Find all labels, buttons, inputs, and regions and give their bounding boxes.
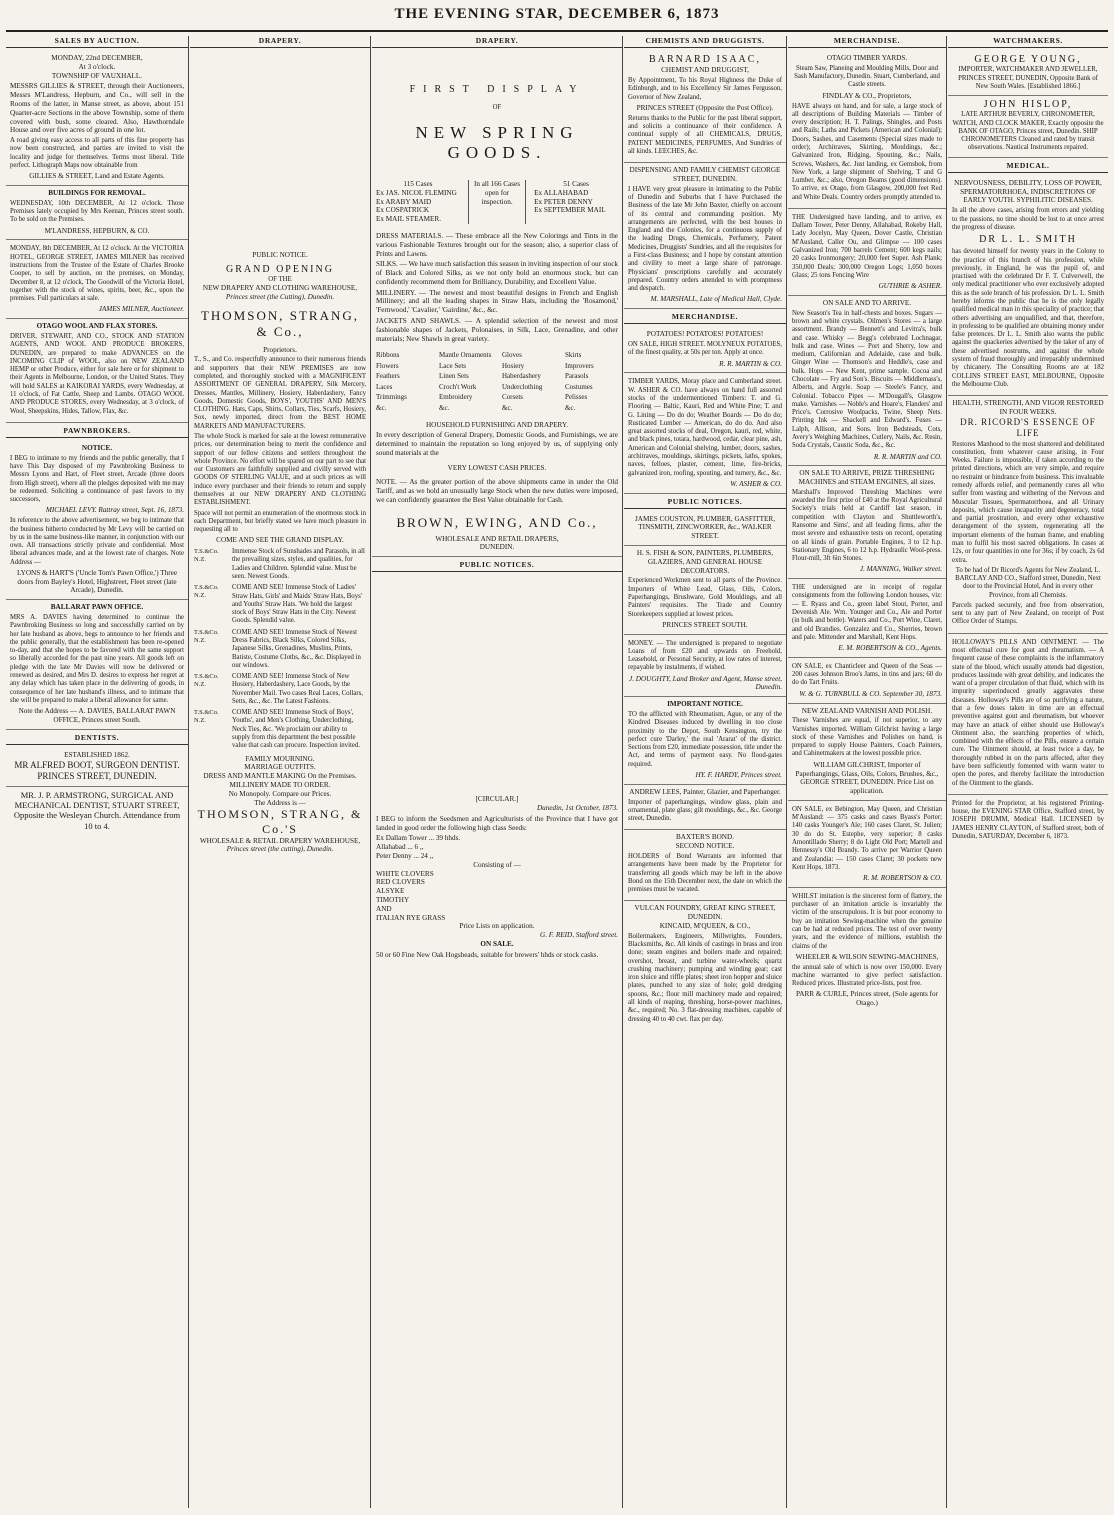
ad-body: Experienced Workmen sent to all parts of the Province. Importers of White Lead, Glass, Oils, Colors, Paperhangings, Brushware, Gold Mouldings, and all Painters' requisites. The Trade and Country Storekeepers supplied at lowest prices.	[628, 577, 782, 618]
ad-george-young	[948, 51, 1108, 96]
ad-wool-flax	[6, 319, 188, 423]
ad-signature: M. MARSHALL, Late of Medical Hall, Clyde.	[650, 295, 782, 304]
goods-item: Linen Sets	[439, 372, 469, 381]
ad-fish-son	[624, 546, 786, 635]
ad-title: H. S. FISH & SON, PAINTERS, PLUMBERS, GLAZIERS, AND GENERAL HOUSE DECORATORS.	[636, 549, 774, 575]
ad-signature: W. ASHER & CO.	[730, 479, 782, 488]
ad-title: OTAGO WOOL AND FLAX STORES.	[36, 322, 158, 331]
ad-body: MONDAY, 8th DECEMBER, At 12 o'clock. At the VICTORIA HOTEL, GEORGE STREET, JAMES MILNER has received instructions from the Trustee of the Estate of Charles Brooke Cooper, to sell by auction, on the premises, on Monday, December 8, at 12 o'clock, The Goodwill of the Victoria Hotel, together with the stock of wines, spirits, beer, &c., upon the premises. Full particulars at sale.	[10, 245, 184, 303]
goods-item: Gloves	[502, 351, 522, 360]
ad-signature: R. M. ROBERTSON & CO.	[863, 874, 942, 883]
ad-thomson-strang	[190, 51, 370, 858]
section-header-public-notices: PUBLIC NOTICES.	[624, 497, 786, 509]
firm-name: GEORGE YOUNG,	[974, 54, 1082, 66]
ad-ballarat-pawn	[6, 600, 188, 729]
goods-item: Hosiery	[502, 361, 525, 370]
ship-name: Ex SEPTEMBER MAIL	[534, 206, 606, 215]
goods-item: Flowers	[376, 361, 399, 370]
ad-marshall	[624, 163, 786, 309]
ad-body: Restores Manhood to the most shattered and debilitated constitution, from whatever cause arising, in Four Weeks. Failure is impossible, if taken according to the printed directions, which are very simple, and require no restraint or hindrance from business. This invaluable remedy affords relief, and permanently cures all who suffer from wasting and withering of the Nervous and Muscular Tissues, Spermatorrhoea, and all Urinary deposits, which cause incapacity and degeneracy, total and partial prostration, and every other exhaustive derangement of the system, regenerating all the important elements of the human frame, and enabling man to fulfil his most sacred obligations. In cases at 12s, or four quantities in one for 36s; if by coach, 2s 6d extra.	[952, 440, 1104, 564]
goods-item: Costumes	[565, 382, 593, 391]
ad-baxters-bond	[624, 830, 786, 901]
goods-item: Lace Sets	[439, 361, 467, 370]
ad-body: Boilermakers, Engineers, Millwrights, Founders, Blacksmiths, &c. All kinds of castings in brass and iron done; steam engines and boilers made and repaired; overshot, breast, and turbine water-wheels; quartz crushing machinery; pumping and winding gear; cast iron sluice and riffle plates; sheet iron hopper and sluice plates, punched to any size of hole; gold dredging spoons, &c.; flour mill machinery made and repaired; all kinds of reaping, threshing, horse-power machines, &c., required; No. 3 flat-dressing machines, capable of dressing 40 to 40 cwt. flax per day.	[628, 932, 782, 1023]
ship-name: Ex PETER DENNY	[534, 197, 593, 206]
goods-item: Ribbons	[376, 351, 400, 360]
cases-count: 115 Cases	[403, 180, 433, 189]
stock-item-text: COME AND SEE! Immense Stock of Boys', Youths', and Men's Clothing, Underclothing, Neck Ties, &c. 'We proclaim our ability to supply from this department the best possible value that cash can procure. Inspection invited.	[232, 709, 360, 750]
ad-otago-timber	[788, 51, 946, 209]
ad-signature: WILLIAM GILCHRIST, Importer of Paperhangings, Glass, Oils, Colors, Brushes, &c., GEORGE STREET, DUNEDIN. Price List on application.	[795, 760, 939, 796]
ad-body: Parcels packed securely, and free from observation, sent to any part of New Zealand, on receipt of Post Office Order of Stamps.	[952, 601, 1104, 626]
ad-body: IMPORTER, WATCHMAKER AND JEWELLER, PRINCES STREET, DUNEDIN, Opposite Bank of New South Wales. [Established 1866.]	[958, 66, 1098, 90]
ad-headline: GRAND OPENING	[226, 263, 334, 275]
ad-signature: Note the Address — A. DAVIES, BALLARAT PAWN OFFICE, Princes street South.	[18, 707, 176, 724]
ad-body: NOTE. — As the greater portion of the above shipments came in under the Old Tariff, and as we hold an unusually large Stock when the new duties were imposed, we can confidently guarantee the Best Value obtainable for Cash.	[376, 478, 618, 505]
ad-body: DRIVER, STEWART, AND CO., STOCK AND STATION AGENTS, AND WOOL AND PRODUCE BROKERS, DUNEDIN, are prepared to make ADVANCES on the INCOMING CLIP of WOOL, also on NEW ZEALAND HEMP or other Produce, either for sale here or for shipment to their Agents in Melbourne, London, or the United States. They will hold SALES at KAIKORAI YARDS, every Wednesday, at 11 o'clock, of Fat Cattle, Sheep and Lambs. OTAGO WOOL AND PRODUCE STORES, every Wednesday, at 3 o'clock, of Wool, Sheepskins, Hides, Tallow, Flax, &c.	[10, 333, 184, 415]
goods-item: &c.	[565, 404, 576, 413]
section-header-merchandise: MERCHANDISE.	[624, 312, 786, 324]
ad-line: OF THE	[268, 276, 292, 284]
ad-chanticleer	[788, 658, 946, 704]
column-merchandise	[788, 36, 947, 1508]
ad-body: WEDNESDAY, 10th DECEMBER, At 12 o'clock. Those Premises lately occupied by Mrs Keenan, Princes street south. To be sold on the Premises.	[10, 199, 184, 224]
seed-type: ALSYKE	[376, 887, 405, 896]
ad-body: By Appointment, To his Royal Highness the Duke of Edinburgh, and to his Excellency Sir James Fergusson, Governor of New Zealand,	[628, 77, 782, 101]
ad-buildings-removal	[6, 186, 188, 240]
goods-item: &c.	[439, 404, 450, 413]
ad-line: [CIRCULAR.]	[475, 795, 519, 804]
ship-name: Ex ALLAHABAD	[534, 188, 589, 197]
seed-type: AND	[376, 904, 392, 913]
section-header-pawnbrokers: PAWNBROKERS.	[6, 426, 188, 438]
firm-name: JOHN HISLOP,	[983, 99, 1073, 111]
column-auctions	[6, 36, 189, 1508]
masthead: THE EVENING STAR, DECEMBER 6, 1873	[394, 6, 720, 22]
ad-signature: R. R. MARTIN & CO.	[719, 359, 782, 368]
stock-item-tag: T.S.&Co. N.Z.	[194, 584, 219, 600]
ad-body: TO the afflicted with Rheumatism, Ague, or any of the Kindred Diseases induced by dwelling in too close proximity to the Depot, South Kensington, try the perfect cure 'Darley,' the real 'Ararat' of the district. Sections from £20, immediate possession, title under the Act, and terms of payment easy. No flood-gates required.	[628, 711, 782, 768]
section-header-chemists: CHEMISTS AND DRUGGISTS.	[624, 36, 786, 48]
ad-body: Returns thanks to the Public for the past liberal support, and solicits a continuance of their confidence. A continual supply of all CHEMICALS, DRUGS, PATENT MEDICINES, PERFUMES, And Sundries of all kinds. LEECHES, &c.	[628, 114, 782, 155]
imprint-text: Printed for the Proprietor, at his registered Printing-house, the EVENING STAR Office, Stafford street, by JOSEPH DRUMM, Medical Hall. LICENSED by JAMES HENRY CLAYTON, of Stafford street, both of Dunedin, SATURDAY, December 6, 1873.	[952, 799, 1104, 840]
section-header-merchandise: MERCHANDISE.	[788, 36, 946, 48]
ad-body: In every description of General Drapery, Domestic Goods, and Furnishings, we are determined to maintain the reputation so long enjoyed by us, of supplying only sound materials at the	[376, 431, 618, 457]
goods-item: Mantle Ornaments	[439, 351, 492, 360]
ad-body: LATE ARTHUR BEVERLY, CHRONOMETER, WATCH, AND CLOCK MAKER, Exactly opposite the BANK OF OTAGO, Princes street, Dunedin. SHIP CHRONOMETERS Cleaned and rated by transit observations. Nautical Instruments repaired.	[952, 111, 1104, 152]
ad-body: MR ALFRED BOOT, SURGEON DENTIST. PRINCES STREET, DUNEDIN.	[14, 759, 180, 781]
ad-wheeler-wilson	[788, 888, 946, 1012]
ad-line: The Address is —	[254, 798, 306, 807]
ad-body: New Season's Tea in half-chests and boxes. Sugars — brown and white crystals. Oilmen's Stores — a large assortment. Brandy — Bennett's and Levitra's, bulk and case. Whisky — Begg's celebrated Lochnagar, bulk and case. Wines — Port and Sherry, low and medium, Californian and Adelaide, case and bulk. Ginger Wine — Thomson's and Heddle's, case and bulk. Hops — New Kent, prime sample. Cocoa and Chocolate — Fry and Son's. Biscuits — Middlemass's, Alberts, and Argyle. Soap — Steele's Fancy, and Colonial. Tobacco Pipes — M'Dougall's, Glasgow make. Varnishes — Noble's and Hoare's, Flanders' and Price's. Corrosive Woolpacks, Twine, Sheep Nets. Printing Ink — Shackell and Edward's. Fuses — Lalph, Allison, and Sons. Iron Bedsteads, Cots, Avery's Weighing Machines, Cutlery, Nails, &c. Resin, Soda Crystals, Caustic Soda, &c., &c.	[792, 309, 942, 450]
ad-line: DRESS AND MANTLE MAKING On the Premises.	[203, 772, 357, 781]
ad-line: DUNEDIN.	[479, 543, 515, 552]
stock-item	[194, 673, 366, 706]
ad-body: I BEG to inform the Seedsmen and Agriculturists of the Province that I have got landed in good order the following high class Seeds:	[376, 814, 618, 832]
ad-signature: M'LANDRESS, HEPBURN, & CO.	[44, 226, 150, 235]
goods-item: Corsets	[502, 393, 523, 402]
column-drapery-1	[190, 36, 371, 1508]
ad-line: FAMILY MOURNING.	[245, 754, 315, 763]
ad-title: HEALTH, STRENGTH, AND VIGOR RESTORED IN FOUR WEEKS.	[952, 399, 1104, 416]
goods-item: Parasols	[565, 372, 589, 381]
ad-body: MESSRS GILLIES & STREET, through their Auctioneers, Messrs M'Landress, Hepburn, and Co., will sell in the Rooms of the latter, in Manse street, as above, about 151 Quarter-acre Sections in the above Township, some of them covered with bush, some cleared. Also, Hawthorndale House and over five acres of ground in one lot.	[10, 82, 184, 135]
stock-item	[194, 709, 366, 750]
ad-body: THE Undersigned have landing, and to arrive, ex Dallam Tower, Peter Denny, Allahabad, Rokeby Hall, Lady Jocelyn, May Queen, Dover Castle, Christian M'Ausland, Caller Ou, and Glimpse — 100 cases Galvanized Iron; 700 barrels Cement; 600 kegs nails; 20 casks Ironmongery; 20,000 feet Super. Ash Plank; 350,000 Deals; 300,000 Oregon Logs; 1,050 boxes Glass; 25 tons Fencing Wire	[792, 213, 942, 279]
stock-item-tag: T.S.&Co. N.Z.	[194, 709, 219, 725]
ad-signature: GILLIES & STREET, Land and Estate Agents.	[29, 172, 165, 181]
ad-barnard-isaac	[624, 51, 786, 163]
firm-name: DR. RICORD'S ESSENCE OF LIFE	[960, 416, 1096, 438]
ad-potatoes	[624, 327, 786, 373]
section-header-watchmakers: WATCHMAKERS.	[948, 36, 1108, 48]
ad-title: VULCAN FOUNDRY, GREAT KING STREET, DUNEDIN.	[634, 904, 776, 922]
ship-name: Ex MAIL STEAMER.	[376, 215, 442, 224]
ad-body: These Varnishes are equal, if not superior, to any Varnishes imported. William Gilchrist having a large stock of these Varnishes and Polishes on hand, is prepared to supply House Painters, Coach Painters, and Cabinetmakers at the lowest possible price.	[792, 717, 942, 758]
ad-line: Proprietors.	[263, 345, 297, 354]
ad-title: ESTABLISHED 1862.	[64, 750, 130, 759]
ad-signature: W. & G. TURNBULL & CO. September 30, 1873.	[799, 689, 942, 698]
ad-body: ON SALE, ex Chanticleer and Queen of the Seas — 200 cases Johnson Broo's Jams, in tins and jars; 60 do do do Tart Fruits.	[792, 662, 942, 687]
ad-body: ON SALE, ex Bebington, May Queen, and Christian M'Ausland: — 375 casks and cases Byass's Porter; 140 casks Younger's Ale; 160 cases Claret, St. Julien; 30 do do St. Estephe, very superior; 8 casks Amontillado Sherry; 8 do Light Old Port; Martell and Hennessy's Old Brandy. To arrive per Warrior Queen and Zealandia: — 150 cases Claret; 30 pockets new Kent Hops, 1873.	[792, 805, 942, 871]
ad-body: To be had of Dr Ricord's Agents for New Zealand, L. BARCLAY AND CO., Stafford street, Dunedin, Next door to the Provincial Hotel, And in every other Province, from all Chemists.	[955, 566, 1101, 599]
ad-line: WHOLESALE & RETAIL DRAPERY WAREHOUSE,	[199, 836, 361, 845]
ad-headline: NEW SPRING GOODS.	[415, 122, 579, 163]
stock-items-list	[194, 548, 366, 750]
cases-total: In all 166 Cases open for inspection.	[468, 180, 526, 224]
ad-body: HOLDERS of Bond Warrants are informed that arrangements have been made by the Proprietor for transferring all goods which may be left in the above Bond on the 15th December next, the date on which the premises must be vacated.	[628, 852, 782, 894]
ad-address: Princes street (the cutting), Dunedin.	[226, 845, 334, 854]
stock-item-tag: T.S.&Co. N.Z.	[194, 628, 219, 644]
ad-brown-ewing	[372, 51, 622, 557]
ad-date: Dunedin, 1st October, 1873.	[536, 804, 618, 813]
ad-signature: J. MANNING, Walker street.	[859, 565, 942, 574]
column-drapery-2	[372, 36, 623, 1508]
goods-item: &c.	[502, 404, 513, 413]
ad-andrew-lees	[624, 785, 786, 831]
ad-title: ON SALE.	[480, 939, 514, 948]
ad-important-notice	[624, 697, 786, 785]
column-watchmakers-medical	[948, 36, 1108, 1508]
stock-item-tag: T.S.&Co. N.Z.	[194, 673, 219, 688]
ad-holloway	[948, 634, 1108, 795]
goods-item: Skirts	[565, 351, 582, 360]
section-header-dentists: DENTISTS.	[6, 733, 188, 745]
ship-name: Ex JAS. NICOL FLEMING	[376, 188, 457, 197]
cases-count: 51 Cases	[563, 180, 589, 189]
goods-item: Feathers	[376, 372, 400, 381]
ad-vulcan-foundry	[624, 901, 786, 1029]
ad-sale-arrive	[788, 296, 946, 466]
goods-item: Pelisses	[565, 393, 588, 402]
ad-dr-ricord	[948, 396, 1108, 634]
ad-title: WHEELER & WILSON SEWING-MACHINES,	[795, 952, 939, 961]
ad-address: Princes street (the Cutting), Dunedin.	[225, 293, 335, 302]
ad-address: PRINCES STREET (Opposite the Post Office).	[636, 103, 774, 112]
seed-type: RED CLOVERS	[376, 878, 425, 887]
ad-boot-dentist	[6, 748, 188, 787]
ad-threshing	[788, 466, 946, 579]
ad-title: BALLARAT PAWN OFFICE.	[50, 603, 144, 612]
stock-item-text: COME AND SEE! Immense Stock of New Hosiery, Haberdashery, Lace Goods, by the November Mail. Two cases Real Laces, Collars, Setts, &c., &c. The Latest Fashions.	[232, 673, 363, 705]
firm-name: BROWN, EWING, AND Co.,	[396, 514, 598, 530]
stock-item	[194, 629, 366, 670]
ad-reid-seeds	[372, 575, 622, 965]
ad-notice-levy	[6, 441, 188, 600]
ad-title: POTATOES! POTATOES! POTATOES!	[646, 330, 764, 339]
firm-name: DR L. L. SMITH	[979, 234, 1077, 246]
ship-name: Ex ARABY MAID	[376, 197, 432, 206]
seed-shipment: Peter Denny ... 24 ,,	[376, 852, 434, 861]
ad-title: ON SALE TO ARRIVE, PRIZE THRESHING MACHINES and STEAM ENGINES, all sizes.	[798, 469, 936, 487]
ad-title: SECOND NOTICE.	[675, 842, 735, 851]
ad-line: MILLINERY MADE TO ORDER.	[229, 780, 331, 789]
ad-signature: JAMES MILNER, Auctioneer.	[98, 305, 184, 314]
ad-couston	[624, 512, 786, 546]
section-header-public-notices: PUBLIC NOTICES.	[372, 560, 622, 572]
printer-imprint	[948, 795, 1108, 847]
ad-body: In all the above cases, arising from errors and yielding to the passions, no time should be lost to at once arrest the progress of disease.	[952, 207, 1104, 231]
firm-name: THOMSON, STRANG, & Co.'S	[197, 807, 363, 836]
goods-grid	[376, 351, 618, 412]
goods-item: &c.	[376, 404, 387, 413]
ad-headline: HOUSEHOLD FURNISHING AND DRAPERY.	[425, 420, 569, 429]
ad-body: Marshall's Improved Threshing Machines were awarded the first prize of £40 at the Royal Agricultural Society's trials held at Cardiff last season, in competition with Clayton and Shuttleworth's, Ransome and Sims', and all leading firms, after the most severe and exhaustive tests on record, operating on all kinds of grain. Portable Engines, 3 to 12 h.p. Stationary Engines, 6 to 12 h.p. Hydraulic Wool-press. Flour-mill, 3ft 6in Stones.	[792, 488, 942, 563]
ad-body: JACKETS AND SHAWLS. — A splendid selection of the newest and most fashionable shapes of Jackets, Polonaises, in Silk, Lace, Grenadine, and other materials; New Shawls in great variety.	[376, 317, 618, 343]
ad-body: DRESS MATERIALS. — These embrace all the New Colorings and Tints in the various Fashionable Textures brought out for the season; also, a superior class of Prints and Lawns.	[376, 231, 618, 258]
ad-line: Consisting of —	[473, 860, 521, 869]
shipments-left	[376, 180, 460, 224]
stock-item-text: COME AND SEE! Immense Stock of Ladies' Straw Hats, Girls' and Maids' Straw Hats, Boys' and Youths' Straw Hats. 'We hold the largest stock of Boys' Straw Hats in the City. Newest Goods. Splendid value.	[232, 584, 362, 625]
stock-item-text: COME AND SEE! Immense Stock of Newest Dress Fabrics, Black Silks, Colored Silks, Japanese Silks, Grenadines, Muslins, Prints, Batiste, Costume Cloths, &c., &c. Displayed in our windows.	[232, 628, 361, 669]
ad-title: ON SALE AND TO ARRIVE.	[822, 298, 912, 307]
seed-type: WHITE CLOVERS	[376, 869, 434, 878]
ad-title: ANDREW LEES, Painter, Glazier, and Paperhanger.	[629, 787, 781, 796]
ad-signature: GUTHRIE & ASHER.	[878, 282, 942, 291]
ad-body: In reference to the above advertisement, we beg to intimate that the business hitherto conducted by Mr Levy will be carried on by us in the same business-like manner, in conjunction with our own. All transactions strictly private and confidential. Most liberal advances made, and at the lowest rate of charges. Note Address —	[10, 517, 184, 566]
ad-signature: J. DOUGHTY, Land Broker and Agent, Manse street, Dunedin.	[629, 674, 782, 692]
ad-signature: G. F. REID, Stafford street.	[540, 931, 618, 940]
ad-body: SILKS. — We have much satisfaction this season in inviting inspection of our stock of Black and Colored Silks, as we not only hold an enormous stock, but can confidently recommend them for Brilliancy, Durability, and Excellent Value.	[376, 260, 618, 286]
ad-vauxhall	[6, 51, 188, 186]
ad-body: I BEG to intimate to my friends and the public generally, that I have This Day disposed of my Pawnbroking Business to Messrs Lyons and Hart, of Fleet street, Arcade (three doors from High street), where all the pledges deposited with me may be redeemed. Soliciting a continuance of past favors to my successors,	[10, 454, 184, 504]
ad-title: OTAGO TIMBER YARDS.	[826, 54, 908, 63]
ad-body: HOLLOWAY'S PILLS AND OINTMENT. — The most effectual cure for gout and rheumatism. — A frequent cause of these complaints is the inflammatory state of the blood, which usually attends bad digestion, produces lassitude with great debility, and indicates the want of a proper circulation of that fluid, which with its impurity superinduced greatly aggravates these diseases. Holloway's Pills are of so purifying a nature, that a few doses taken in time are an effectual preventive against gout and rheumatism, but whoever may have an attack of either should use Holloway's Ointment also, the searching properties of which, combined with the effects of the Pills, ensure a certain cure. The Ointment should, at least twice a day, be thoroughly rubbed in on the parts affected, after they have been sufficiently fomented with warm water to open the pores, and thereby facilitate the introduction of the Ointment to the glands.	[952, 638, 1104, 787]
ad-line: TOWNSHIP OF VAUXHALL.	[51, 71, 143, 80]
ad-body: Space will not permit an enumeration of the enormous stock in each Department, but briefly stated we have much pleasure in requesting all to	[194, 509, 366, 534]
firm-name: KINCAID, M'QUEEN, & CO.,	[659, 921, 751, 930]
ad-title: JAMES COUSTON, PLUMBER, GASFITTER, TINSMITH, ZINCWORKER, &c., WALKER STREET.	[634, 514, 776, 541]
ad-body: WHILST imitation is the sincerest form of flattery, the purchaser of an imitation article is invariably the victim of the unscrupulous. It is but poor economy to buy an imitation Sewing-machine when the genuine can be had at reduced prices. The test of over twenty years, and the evidence of millions, establish the claims of the	[792, 892, 942, 950]
firm-name: BARNARD ISAAC,	[649, 54, 761, 66]
ad-signature: MICHAEL LEVY. Rattray street, Sept. 16, 1873.	[45, 506, 184, 515]
shipments-table	[376, 180, 618, 224]
ad-body: I HAVE very great pleasure in intimating to the Public of Dunedin and Suburbs that I have Purchased the Business of the late Mr John Baxter, chiefly on account of its central and commanding position. My arrangements are perfected, with the best houses in England and the Colonies, for a continuous supply of the leading Drugs, Chemicals, Perfumery, Patent Medicines, Druggists' Sundries, and all the requisites for a First-class Business; and I hope by constant attention and civility to meet a large share of patronage. Physicians' prescriptions carefully and accurately prepared. Country orders attended to with promptness and despatch.	[628, 185, 782, 293]
goods-item: Improvers	[565, 361, 594, 370]
section-header-medical: MEDICAL.	[948, 161, 1108, 173]
ad-victoria-hotel	[6, 240, 188, 319]
goods-item: Haberdashery	[502, 372, 541, 381]
stock-item-tag: T.S.&Co. N.Z.	[194, 548, 219, 564]
ad-body: MONEY. — The undersigned is prepared to negotiate Loans of from £20 and upwards on Freehold, Leasehold, or Personal Security, at low rates of interest, repayable by instalments, if wished.	[628, 639, 782, 672]
ad-body: ON SALE, HIGH STREET. MOLYNEUX POTATOES, of the finest quality, at 50s per ton. Apply at once.	[628, 341, 782, 357]
ad-title: NOTICE.	[81, 443, 113, 452]
ad-line: No Monopoly. Compare our Prices.	[228, 789, 332, 798]
ad-notice: PUBLIC NOTICE.	[252, 251, 308, 260]
ad-consignments	[788, 579, 946, 658]
goods-item: Trimmings	[376, 393, 407, 402]
ad-bebington	[788, 801, 946, 888]
goods-item: Underclothing	[502, 382, 543, 391]
ad-body: TIMBER YARDS, Moray place and Cumberland street. W. ASHER & CO. have always on hand full assorted stocks of the undermentioned Timbers: T. and G. Flooring — Baltic, Kauri, Red and White Pine; T. and G. Lining — Do do do; Weather Boards — Do do do; Rusticated Lumber — American, do do do. And also great assorted stocks of deal, Oregon, kauri, red, white, and black pines, totara, hardwood, cedar, clear pine, ash, American and Colonial shelving, lumber, doors, sashes, architraves, mouldings, skirtings, pickets, laths, spokes, naves, felloes, plaster, cement, lime, fire-bricks, galvanized iron, roofing, spouting, and turnery, &c., &c.	[628, 378, 782, 477]
ad-body: T., S., and Co. respectfully announce to their numerous friends and supporters that their NEW PREMISES are now completed, and thoroughly stocked with a MAGNIFICENT ASSORTMENT OF GENERAL DRAPERY, Silk Mercery, Dresses, Mantles, Millinery, Hosiery, Haberdashery, Fancy Goods, Domestic Goods, BOYS', YOUTHS' AND MEN'S CLOTHING. Hats, Caps, Shirts, Collars, Ties, Scarfs, Hosiery, Sox, newly imported, direct from the BEST HOME MARKETS AND MANUFACTURERS.	[194, 356, 366, 430]
ad-line: CHEMIST AND DRUGGIST,	[661, 66, 749, 75]
ad-signature: HY. F. HARDY, Princes street.	[695, 771, 782, 780]
ad-body: Steam Saw, Planeing and Moulding Mills, Door and Sash Manufactory, Dunedin. Stuart, Cumberland, and Castle streets.	[794, 64, 940, 89]
ad-guthrie-asher	[788, 209, 946, 296]
ad-line: MONDAY, 22nd DECEMBER,	[51, 54, 143, 63]
seed-type: ITALIAN RYE GRASS	[376, 913, 446, 922]
ad-body: MRS A. DAVIES having determined to continue the Pawnbroking Business so long and successfully carried on by her late husband as above, begs to announce to her friends and the public generally, that the establishment has been re-opened to-day, and that she hopes to be favored with the same support so liberally accorded for the past nine years. All goods left on pledge with the late Mr Davies will now be delivered or renewed as desired, and Mrs D. desires to express her regret at any delay which has taken place in the delivering of goods, in consequence of her late husband's illness, and to intimate that she will be prepared to make a liberal allowance for same.	[10, 614, 184, 704]
stock-item-text: Immense Stock of Sunshades and Parasols, in all the prevailing sizes, styles, and qualities, for Ladies and Children. Splendid value. Must be seen. Newest Goods.	[232, 548, 365, 580]
goods-item: Croch't Work	[439, 382, 477, 391]
ad-body: has devoted himself for twenty years in the Colony to the practice of this branch of his profession, while previously, in England, he was the pupil of, and practised with the celebrated Dr F. T. Culverwell, the only medical practitioner who ever exclusively adopted this as the sole branch of his profession. Dr L. L. Smith hereby informs the public that he is the only legally qualified medical man in this speciality of practice; that others advertising are unqualified, and that, therefore, in professing to be qualified are obtaining money under false pretences. Dr L. L. Smith also warns the public against the quackeries advertised by the taker of any of these advertised nostrums, and against the whole system of fraud thoroughly and irreparably undermined by chicanery. The Consulting Rooms are at 182 COLLINS STREET EAST, MELBOURNE, Opposite the Melbourne Club.	[952, 248, 1104, 388]
ad-headline: FIRST DISPLAY	[409, 84, 585, 96]
ad-line: At 3 o'clock.	[78, 62, 116, 71]
ad-body: A road giving easy access to all parts of this fine property has now been constructed, and parties are invited to visit the locality and judge for themselves. Terms most liberal. Title perfect. Lithograph Maps now obtainable from	[10, 137, 184, 170]
ad-title: DISPENSING AND FAMILY CHEMIST GEORGE STREET, DUNEDIN.	[629, 166, 781, 183]
ad-body: Importer of paperhangings, window glass, plain and ornamental, plate glass; gilt mouldings, &c., &c. George street, Dunedin.	[628, 798, 782, 823]
ad-body: THE undersigned are in receipt of regular consignments from the following London houses, viz: — E. Ryass and Co., green label Stout, Porter, and Devenish Ale. Wm. Younger and Co., Ale and Porter (in bulk and bottle). Waters and Co., Port Wine, Claret, and old Brandies. Gonzalez and Co., Sherries, brown and pale. Mittender and Marshall, Kent Hops.	[792, 584, 942, 641]
seed-shipment: Allahabad ... 6 ,,	[376, 843, 424, 852]
ad-title: BAXTER'S BOND.	[675, 833, 734, 842]
ad-line: Price Lists on application.	[459, 922, 535, 931]
ad-title: NEW ZEALAND VARNISH AND POLISH.	[801, 706, 933, 715]
stock-item	[194, 584, 366, 625]
ad-signature: LYONS & HART'S ('Uncle Tom's Pawn Office,') Three doors from Bayley's Hotel, Highstreet, Fleet street (late Arcade), Dunedin.	[16, 568, 178, 595]
ad-headline: COME AND SEE THE GRAND DISPLAY.	[216, 536, 344, 545]
shipments-right	[534, 180, 618, 224]
ad-title: NERVOUSNESS, DEBILITY, LOSS OF POWER, SPERMATORRHOEA, INDISCRETIONS OF EARLY YOUTH. SYPHILITIC DISEASES.	[954, 178, 1102, 205]
ad-timber-yards	[624, 373, 786, 493]
ad-body: HAVE always on hand, and for sale, a large stock of all descriptions of Building Materials — Timber of every description; H. T. Palings, Shingles, and Posts and Rails; Laths and Pickets (American and Colonial); Doors, Sashes, and Casements (Special sizes made to order); Architraves, Skirting, Mouldings, &c.; Galvanized Iron, Ridging, Spouting, &c.; Nails, Screws, Washers, &c. Just landing, ex Gemsbok, from New York, a large shipment of Shelving, T and G Lumber, &c.; also, Oregon Beams (good dimensions). To arrive, ex Otago, from Glasgow, 200,000 feet Red and White Deals. Country orders promptly attended to.	[792, 102, 942, 201]
ad-title: BUILDINGS FOR REMOVAL.	[48, 189, 146, 198]
ad-john-hislop	[948, 96, 1108, 158]
ad-body: MR. J. P. ARMSTRONG, SURGICAL AND MECHANICAL DENTIST, STUART STREET, Opposite the Wesleyan Church. Attendance from 10 to 4.	[13, 789, 181, 831]
ad-line: OF	[492, 104, 502, 112]
ad-dr-smith	[948, 176, 1108, 396]
ad-body: the annual sale of which is now over 150,000. Every machine warranted to give perfect satisfaction. Reduced prices. Illustrated price-lists, post free.	[792, 963, 942, 988]
ad-title: IMPORTANT NOTICE.	[667, 700, 743, 709]
stock-item	[194, 548, 366, 581]
ad-line: NEW DRAPERY AND CLOTHING WAREHOUSE,	[202, 284, 358, 293]
ad-body: The whole Stock is marked for sale at the lowest remunerative prices, our determination being to merit the confidence and support of our fellow citizens and settlers throughout the whole Province. No effort will be spared on our part to see that our Customers are faithfully supplied and civilly served with GOODS OF STERLING VALUE, and at such prices as will induce every purchaser and their friends to return and supply themselves at our NEW DRAPERY AND CLOTHING ESTABLISHMENT.	[194, 432, 366, 507]
ad-headline: VERY LOWEST CASH PRICES.	[447, 463, 547, 472]
ship-name: Ex COSPATRICK	[376, 206, 430, 215]
ad-signature: R. R. MARTIN and CO.	[873, 452, 942, 461]
section-header-drapery: DRAPERY.	[190, 36, 370, 48]
ad-address: PRINCES STREET SOUTH.	[662, 620, 748, 629]
goods-item: Embroidery	[439, 393, 473, 402]
ad-body: MILLINERY. — The newest and most beautiful designs in French and English Millinery; and all the leading shapes in Straw Hats, including the 'Rosamond,' 'Fernwood,' 'Cavalier,' 'Gairdine,' &c., &c.	[376, 288, 618, 315]
section-header-drapery: DRAPERY.	[372, 36, 622, 48]
column-chemists	[624, 36, 787, 1508]
firm-name: THOMSON, STRANG, & Co.,	[200, 307, 360, 339]
goods-item: Laces	[376, 382, 393, 391]
ad-line: MARRIAGE OUTFITS.	[244, 763, 316, 772]
section-header-auctions: SALES BY AUCTION.	[6, 36, 188, 48]
seed-type: TIMOTHY	[376, 895, 410, 904]
firm-name: FINDLAY & CO., Proprietors,	[822, 91, 912, 100]
ad-line: WHOLESALE AND RETAIL DRAPERS,	[435, 534, 559, 543]
masthead-rule	[6, 30, 1108, 32]
ad-body: 50 or 60 Fine New Oak Hogsheads, suitable for brewers' hhds or stock casks.	[376, 950, 599, 959]
ad-armstrong-dentist	[6, 787, 188, 835]
ad-signature: E. M. ROBERTSON & CO., Agents.	[838, 644, 942, 653]
ad-money	[624, 635, 786, 698]
ad-varnish	[788, 704, 946, 801]
seed-shipment: Ex Dallam Tower ... 39 hhds.	[376, 834, 461, 843]
ad-signature: PARR & CURLE, Princes street, (Sole agents for Otago.)	[795, 990, 939, 1008]
